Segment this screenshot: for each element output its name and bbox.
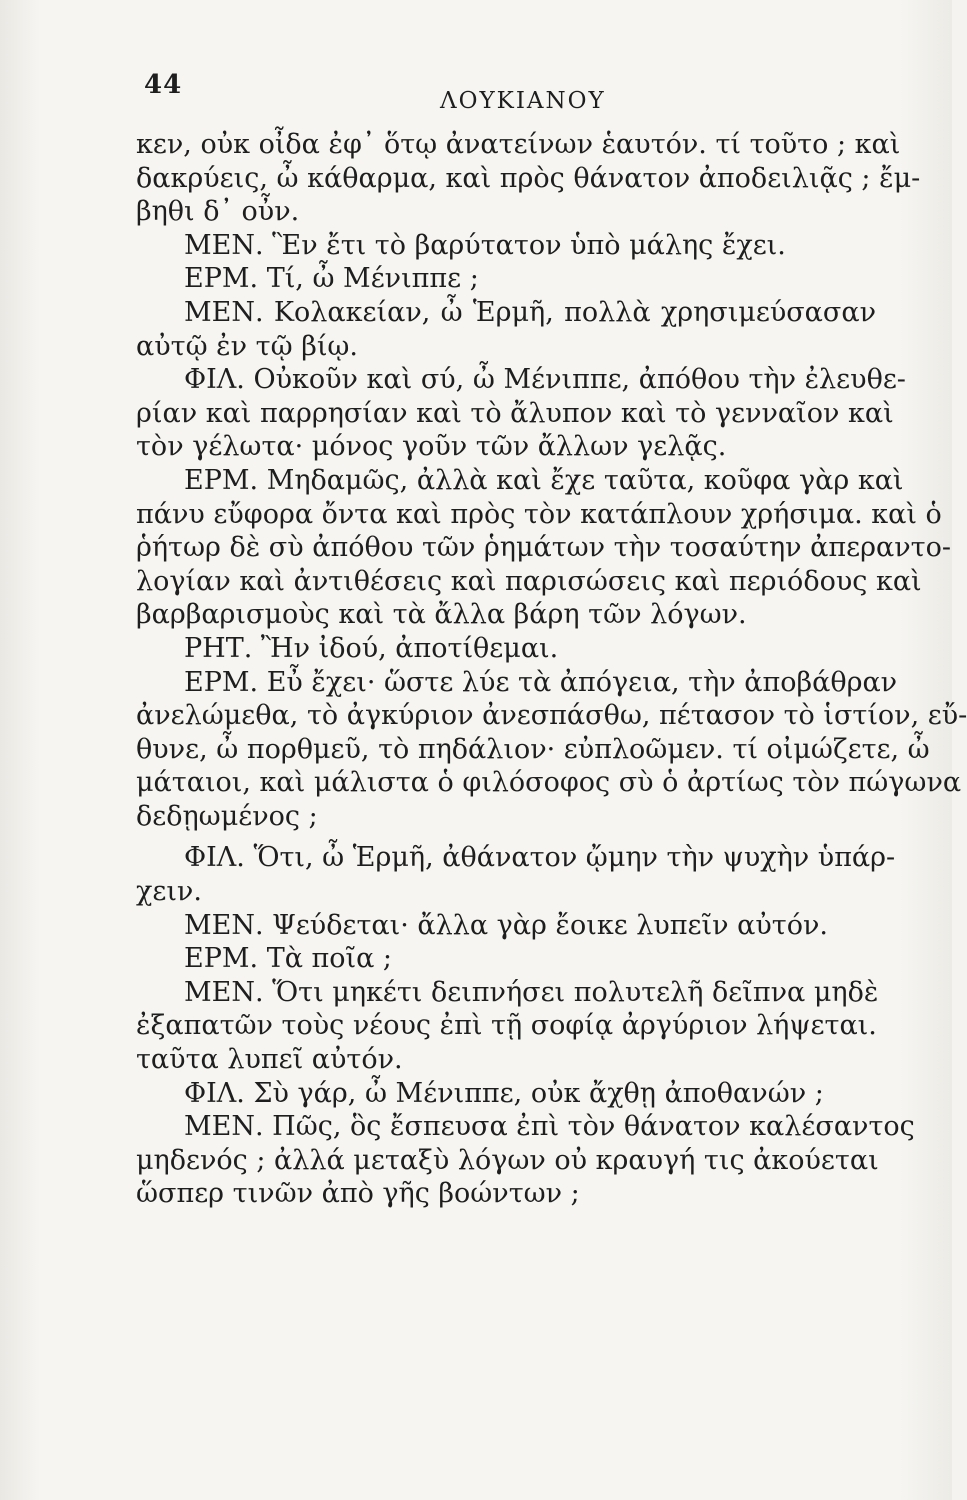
- text-line: ἐξαπατῶν τοὺς νέους ἐπὶ τῇ σοφίᾳ ἀργύριον λήψεται.: [136, 1010, 877, 1042]
- text-line: θυνε, ὦ πορθμεῦ, τὸ πηδάλιον· εὐπλοῶμεν. τί οἰμώζετε, ὦ: [136, 733, 930, 765]
- text-line: ΡΗΤ. Ἢν ἰδού, ἀποτίθεμαι.: [184, 632, 559, 664]
- text-line: χειν.: [136, 876, 202, 908]
- body-text: [136, 128, 967, 1211]
- text-line: ἀνελώμεθα, τὸ ἀγκύριον ἀνεσπάσθω, πέτασον τὸ ἱστίον, εὔ-: [136, 700, 967, 732]
- text-line: ΦΙΛ. Σὺ γάρ, ὦ Μένιππε, οὐκ ἄχθῃ ἀποθανών ;: [184, 1077, 824, 1109]
- running-head: ΛΟΥΚΙΑΝΟΥ: [440, 88, 606, 114]
- text-line: ΦΙΛ. Οὐκοῦν καὶ σύ, ὦ Μένιππε, ἀπόθου τὴν ἐλευθε-: [184, 364, 906, 396]
- text-line: ΜΕΝ. Πῶς, ὃς ἔσπευσα ἐπὶ τὸν θάνατον καλέσαντος: [184, 1111, 915, 1143]
- text-line: ΕΡΜ. Εὖ ἔχει· ὥστε λύε τὰ ἀπόγεια, τὴν ἀποβάθραν: [184, 666, 898, 698]
- text-line: ΦΙΛ. Ὅτι, ὦ Ἑρμῆ, ἀθάνατον ᾤμην τὴν ψυχὴν ὑπάρ-: [184, 842, 896, 874]
- page-number: 44: [144, 70, 183, 100]
- text-line: βηθι δ᾽ οὖν.: [136, 196, 300, 228]
- text-line: τὸν γέλωτα· μόνος γοῦν τῶν ἄλλων γελᾷς.: [136, 431, 727, 463]
- text-line: ΕΡΜ. Μηδαμῶς, ἀλλὰ καὶ ἔχε ταῦτα, κοῦφα γὰρ καὶ: [184, 464, 904, 496]
- text-line: μάταιοι, καὶ μάλιστα ὁ φιλόσοφος σὺ ὁ ἀρτίως τὸν πώγωνα: [136, 767, 962, 799]
- text-line: βαρβαρισμοὺς καὶ τὰ ἄλλα βάρη τῶν λόγων.: [136, 599, 747, 631]
- text-line: δακρύεις, ὦ κάθαρμα, καὶ πρὸς θάνατον ἀποδειλιᾷς ; ἔμ-: [136, 162, 921, 194]
- text-line: ΜΕΝ. Κολακείαν, ὦ Ἑρμῆ, πολλὰ χρησιμεύσασαν: [184, 296, 876, 328]
- text-line: ΜΕΝ. Ψεύδεται· ἄλλα γὰρ ἔοικε λυπεῖν αὐτόν.: [184, 909, 828, 941]
- text-line: ὥσπερ τινῶν ἀπὸ γῆς βοώντων ;: [136, 1178, 580, 1210]
- text-line: δεδῃωμένος ;: [136, 800, 318, 832]
- text-line: μηδενός ; ἀλλά μεταξὺ λόγων οὐ κραυγή τις ἀκούεται: [136, 1144, 879, 1176]
- text-line: ῥήτωρ δὲ σὺ ἀπόθου τῶν ῥημάτων τὴν τοσαύτην ἀπεραντο-: [136, 532, 951, 564]
- text-line: λογίαν καὶ ἀντιθέσεις καὶ παρισώσεις καὶ περιόδους καὶ: [136, 565, 922, 597]
- text-line: κεν, οὐκ οἶδα ἐφ᾽ ὅτῳ ἀνατείνων ἑαυτόν. τί τοῦτο ; καὶ: [136, 129, 901, 160]
- text-line: ΜΕΝ. Ἓν ἔτι τὸ βαρύτατον ὑπὸ μάλης ἔχει.: [184, 229, 786, 261]
- text-line: αὐτῷ ἐν τῷ βίῳ.: [136, 330, 358, 362]
- text-line: ΜΕΝ. Ὅτι μηκέτι δειπνήσει πολυτελῆ δεῖπνα μηδὲ: [184, 976, 879, 1008]
- text-line: ταῦτα λυπεῖ αὐτόν.: [136, 1044, 403, 1076]
- text-line: ΕΡΜ. Τὰ ποῖα ;: [184, 943, 393, 975]
- text-line: ρίαν καὶ παρρησίαν καὶ τὸ ἄλυπον καὶ τὸ γενναῖον καὶ: [136, 397, 894, 429]
- text-line: πάνυ εὔφορα ὄντα καὶ πρὸς τὸν κατάπλουν χρήσιμα. καὶ ὁ: [136, 498, 942, 530]
- text-line: ΕΡΜ. Τί, ὦ Μένιππε ;: [184, 263, 479, 295]
